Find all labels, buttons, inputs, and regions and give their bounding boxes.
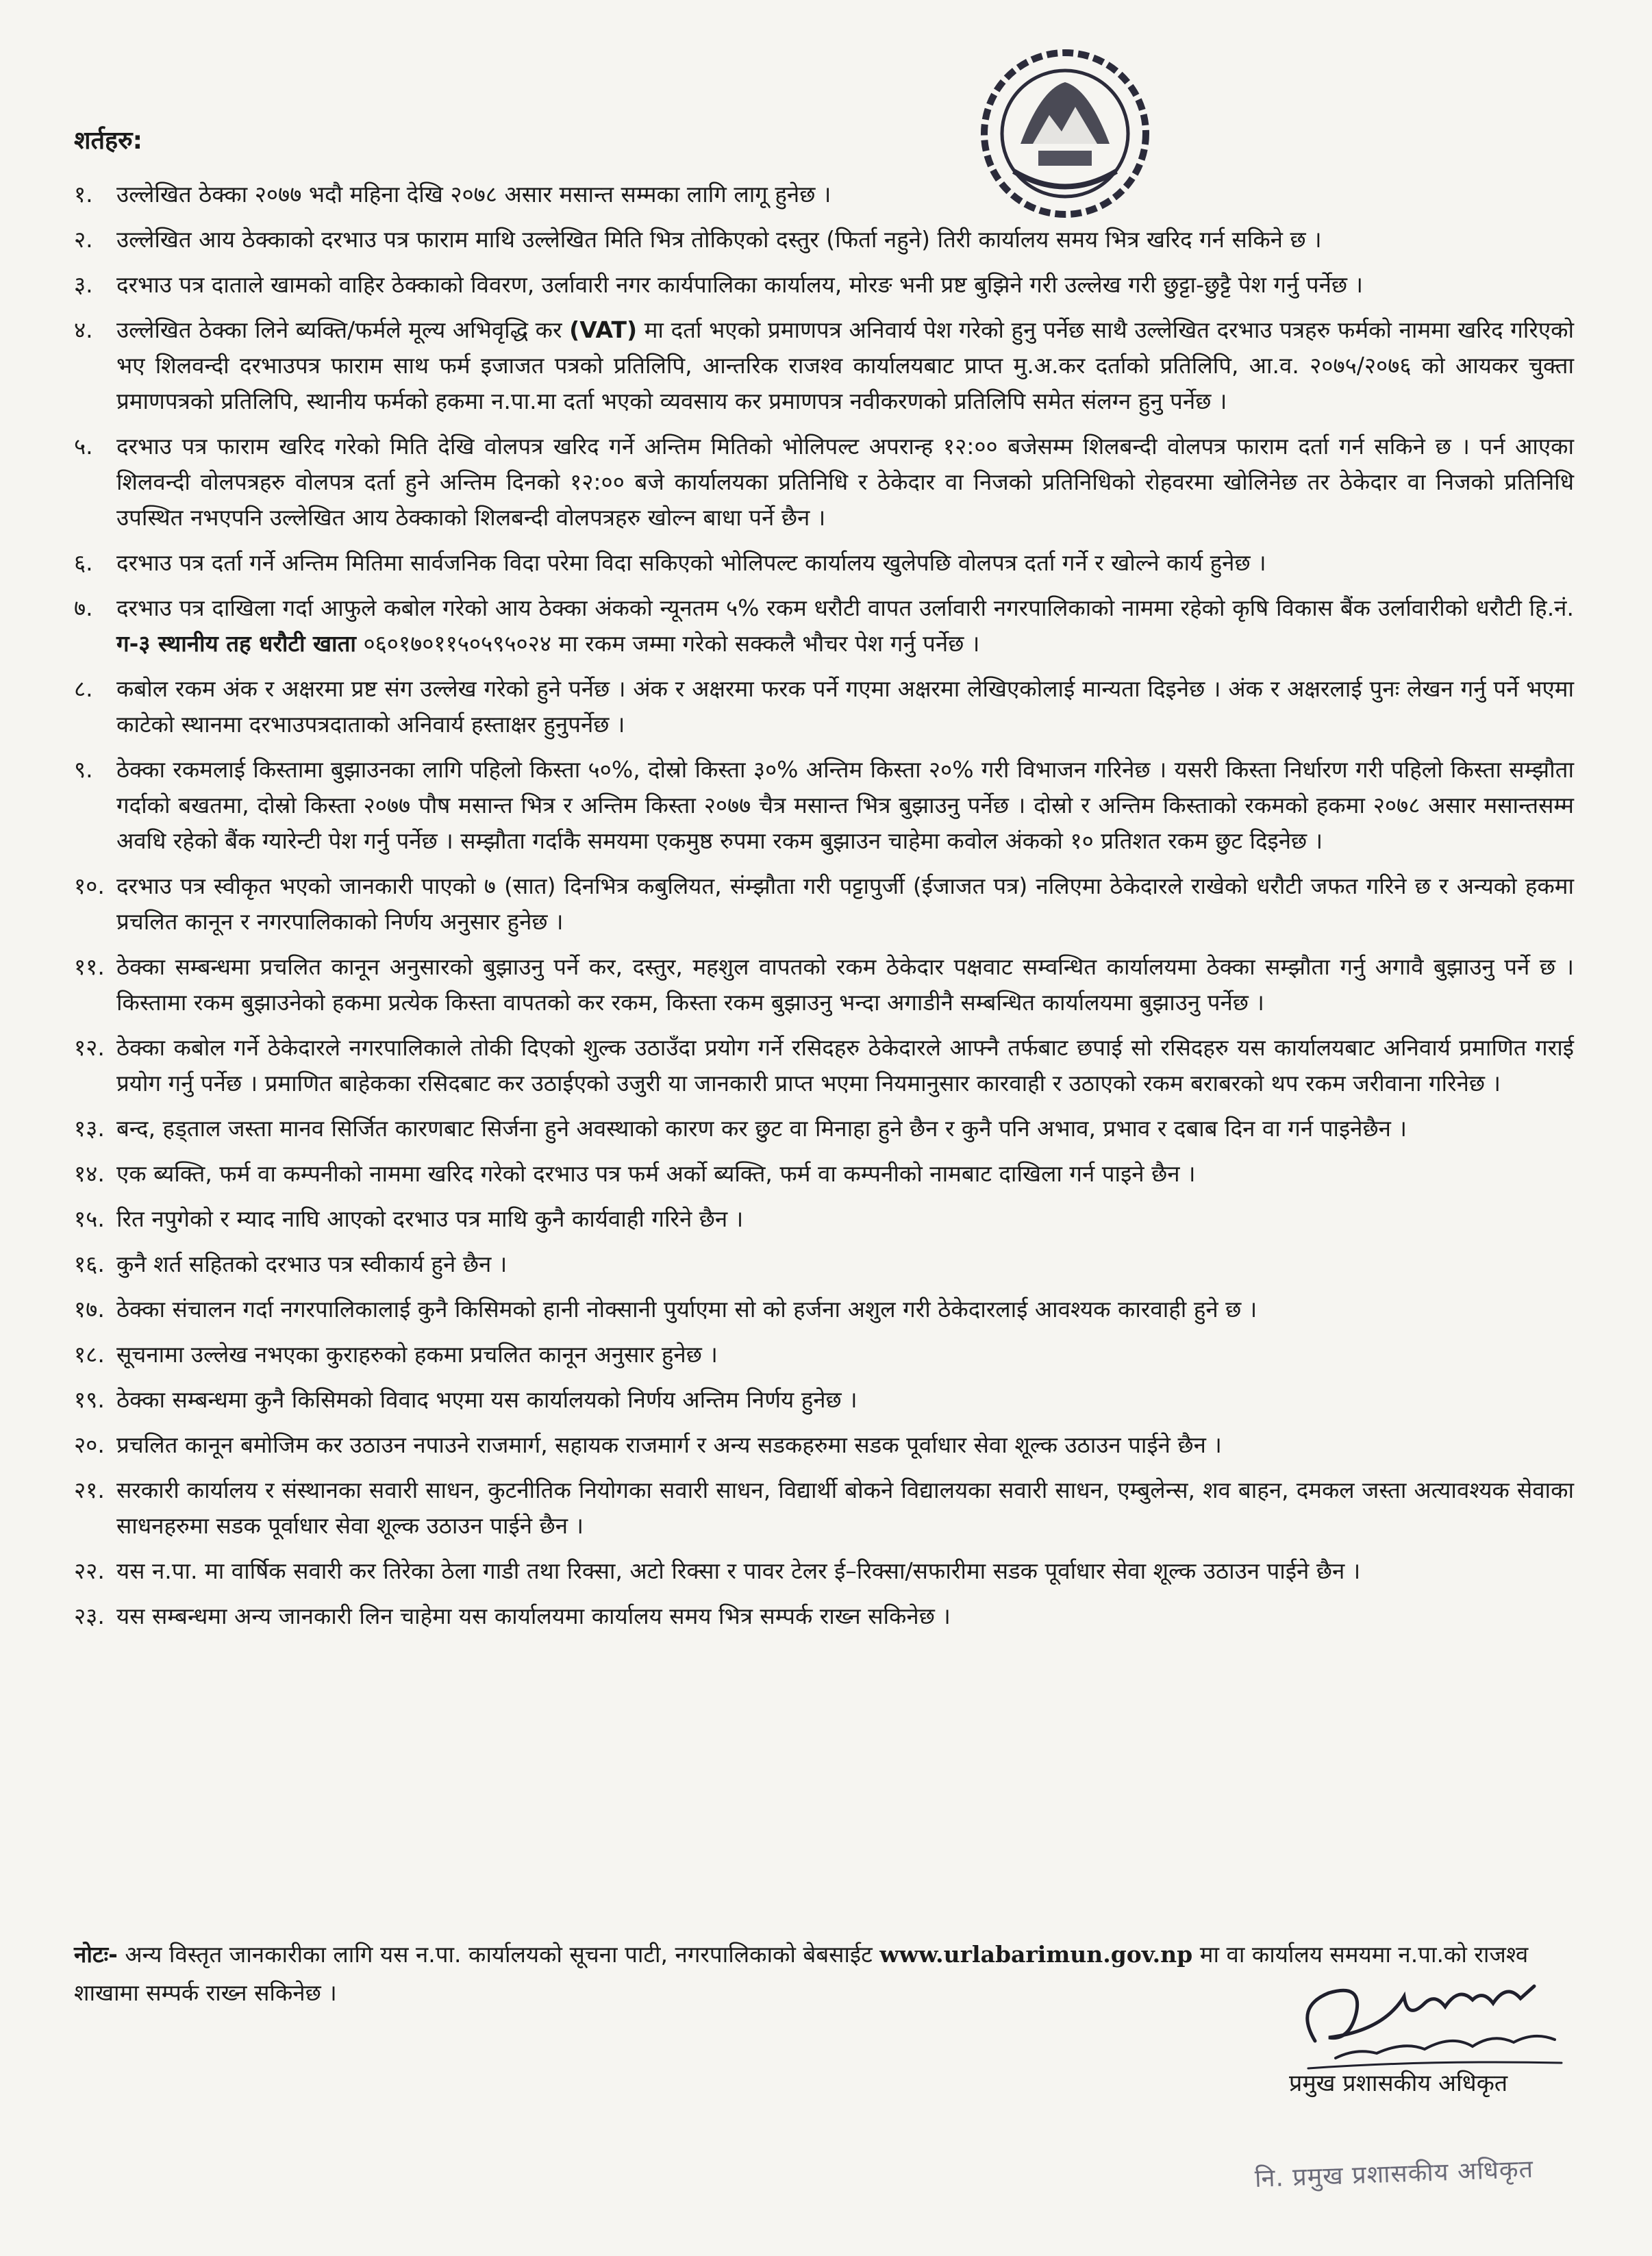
condition-item [74, 1337, 1574, 1373]
condition-text: ठेक्का कबोल गर्ने ठेकेदारले नगरपालिकाले तोकी दिएको शुल्क उठाउँदा प्रयोग गर्ने रसिदहरु ठेकेदारले आफ्नै तर्फबाट छपाई सो रसिदहरु यस कार्यालयबाट अनिवार्य प्रमाणित गराई प्रयोग गर्नु पर्नेछ । प्रमाणित बाहेकका रसिदबाट कर उठाईएको उजुरी या जानकारी प्राप्त भएमा नियमानुसार कारवाही र उठाएको रकम बराबरको थप रकम जरीवाना गरिनेछ । [116, 1034, 1574, 1096]
note-label: नोटः- [74, 1941, 118, 1968]
condition-item [74, 1292, 1574, 1327]
condition-text: दरभाउ पत्र दर्ता गर्ने अन्तिम मितिमा सार्वजनिक विदा परेमा विदा सकिएको भोलिपल्ट कार्यालय खुलेपछि वोलपत्र दर्ता गर्ने र खोल्ने कार्य हुनेछ । [116, 549, 1266, 576]
condition-text: ठेक्का सम्बन्धमा प्रचलित कानून अनुसारको बुझाउनु पर्ने कर, दस्तुर, महशुल वापतको रकम ठेकेदार पक्षवाट सम्वन्धित कार्यालयमा ठेक्का सम्झौता गर्नु अगावै बुझाउनु पर्ने छ । किस्तामा रकम बुझाउनेको हकमा प्रत्येक किस्ता वापतको कर रकम, किस्ता रकम बुझाउनु भन्दा अगाडीनै सम्बन्धित कार्यालयमा बुझाउनु पर्नेछ । [116, 953, 1574, 1016]
condition-number: २. [74, 226, 93, 253]
condition-number: २३. [74, 1603, 105, 1629]
condition-text: दरभाउ पत्र फाराम खरिद गरेको मिति देखि वोलपत्र खरिद गर्ने अन्तिम मितिको भोलिपल्ट अपरान्ह १२:०० बजेसम्म शिलबन्दी वोलपत्र फाराम दर्ता गर्न सकिने छ । पर्न आएका शिलवन्दी वोलपत्रहरु वोलपत्र दर्ता हुने अन्तिम दिनको १२:०० बजे कार्यालयका प्रतिनिधि र ठेकेदार वा निजको प्रतिनिधिको रोहवरमा खोलिनेछ तर ठेकेदार वा निजको प्रतिनिधि उपस्थित नभएपनि उल्लेखित आय ठेक्काको शिलबन्दी वोलपत्रहरु खोल्न बाधा पर्ने छैन । [116, 433, 1574, 531]
condition-item [74, 545, 1574, 581]
handwritten-signature [1288, 1966, 1575, 2075]
condition-text: सरकारी कार्यालय र संस्थानका सवारी साधन, कुटनीतिक नियोगका सवारी साधन, विद्यार्थी बोकने विद्यालयका सवारी साधन, एम्बुलेन्स, शव बाहन, दमकल जस्ता अत्यावश्यक सेवाका साधनहरुमा सडक पूर्वाधार सेवा शूल्क उठाउन पाईने छैन । [116, 1477, 1574, 1539]
condition-text: कबोल रकम अंक र अक्षरमा प्रष्ट संग उल्लेख गरेको हुने पर्नेछ । अंक र अक्षरमा फरक पर्ने गएमा अक्षरमा लेखिएकोलाई मान्यता दिइनेछ । अंक र अक्षरलाई पुनः लेखन गर्नु पर्ने भएमा काटेको स्थानमा दरभाउपत्रदाताको अनिवार्य हस्ताक्षर हुनुपर्नेछ । [116, 675, 1574, 738]
condition-number: १२. [74, 1034, 105, 1061]
vat-label: (VAT) [569, 316, 638, 343]
condition-item [74, 429, 1574, 536]
condition-text: उल्लेखित ठेक्का २०७७ भदौ महिना देखि २०७८ असार मसान्त सम्मका लागि लागू हुनेछ । [116, 181, 831, 208]
condition-item [74, 1427, 1574, 1463]
condition-text-part: उल्लेखित ठेक्का लिने ब्यक्ति/फर्मले मूल्य अभिवृद्धि कर [116, 316, 570, 343]
condition-text: दरभाउ पत्र दाताले खामको वाहिर ठेक्काको विवरण, उर्लावारी नगर कार्यपालिका कार्यालय, मोरङ भनी प्रष्ट बुझिने गरी उल्लेख गरी छुट्टा-छुट्टै पेश गर्नु पर्नेछ । [116, 271, 1364, 298]
condition-text [116, 590, 1574, 662]
condition-number: १६. [74, 1251, 105, 1277]
condition-text-part: दरभाउ पत्र दाखिला गर्दा आफुले कबोल गरेको आय ठेक्का अंकको न्यूनतम ५% रकम धरौटी वापत उर्लावारी नगरपालिकाको नाममा रहेको कृषि विकास बैंक उर्लावारीको धरौटी हि.नं. [116, 594, 1574, 621]
condition-text: प्रचलित कानून बमोजिम कर उठाउन नपाउने राजमार्ग, सहायक राजमार्ग र अन्य सडकहरुमा सडक पूर्वाधार सेवा शूल्क उठाउन पाईने छैन । [116, 1431, 1222, 1458]
condition-number: २१. [74, 1477, 105, 1503]
condition-item [74, 312, 1574, 419]
condition-number: ११. [74, 953, 105, 980]
condition-number: १५. [74, 1205, 105, 1232]
condition-item [74, 671, 1574, 742]
condition-item [74, 949, 1574, 1020]
condition-text: सूचनामा उल्लेख नभएका कुराहरुको हकमा प्रचलित कानून अनुसार हुनेछ । [116, 1341, 718, 1368]
condition-text: बन्द, हड्ताल जस्ता मानव सिर्जित कारणबाट सिर्जना हुने अवस्थाको कारण कर छुट वा मिनाहा हुने छैन र कुनै पनि अभाव, प्रभाव र दबाब दिन वा गर्न पाइनेछैन । [116, 1115, 1407, 1142]
condition-item [74, 868, 1574, 940]
condition-item [74, 1030, 1574, 1101]
condition-number: १४. [74, 1160, 105, 1187]
condition-item [74, 590, 1574, 662]
condition-text: रित नपुगेको र म्याद नाघि आएको दरभाउ पत्र माथि कुनै कार्यवाही गरिने छैन । [116, 1205, 744, 1232]
condition-number: २०. [74, 1431, 105, 1458]
condition-item [74, 222, 1574, 258]
condition-number: १३. [74, 1115, 105, 1142]
condition-number: ७. [74, 594, 93, 621]
condition-number: ८. [74, 675, 93, 702]
condition-number: १०. [74, 873, 105, 899]
condition-item [74, 267, 1574, 303]
condition-item [74, 1111, 1574, 1146]
condition-item [74, 1599, 1574, 1634]
condition-number: २२. [74, 1557, 105, 1584]
condition-number: १. [74, 181, 93, 208]
condition-number: १७. [74, 1296, 105, 1323]
condition-text: एक ब्यक्ति, फर्म वा कम्पनीको नाममा खरिद गरेको दरभाउ पत्र फर्म अर्को ब्यक्ति, फर्म वा कम्पनीको नामबाट दाखिला गर्न पाइने छैन । [116, 1160, 1196, 1187]
condition-text-part: ०६०१७०११५०५९५०२४ मा रकम जम्मा गरेको सक्कलै भौचर पेश गर्नु पर्नेछ । [355, 630, 980, 657]
website-link[interactable]: www.urlabarimun.gov.np [879, 1941, 1193, 1968]
condition-text: ठेक्का संचालन गर्दा नगरपालिकालाई कुनै किसिमको हानी नोक्सानी पुर्याएमा सो को हर्जना अशुल गरी ठेकेदारलाई आवश्यक कारवाही हुने छ । [116, 1296, 1257, 1323]
signatory-title: प्रमुख प्रशासकीय अधिकृत [1289, 2070, 1508, 2097]
deposit-account-label: ग-३ स्थानीय तह धरौटी खाता [116, 630, 356, 657]
condition-item [74, 177, 1574, 212]
condition-text: उल्लेखित आय ठेक्काको दरभाउ पत्र फाराम माथि उल्लेखित मिति भित्र तोकिएको दस्तुर (फिर्ता नहुने) तिरी कार्यालय समय भित्र खरिद गर्न सकिने छ । [116, 226, 1322, 253]
condition-text: यस सम्बन्धमा अन्य जानकारी लिन चाहेमा यस कार्यालयमा कार्यालय समय भित्र सम्पर्क राख्न सकिनेछ । [116, 1603, 951, 1629]
condition-item [74, 752, 1574, 859]
condition-number: ५. [74, 433, 93, 460]
condition-item [74, 1246, 1574, 1282]
condition-text: दरभाउ पत्र स्वीकृत भएको जानकारी पाएको ७ (सात) दिनभित्र कबुलियत, संम्झौता गरी पट्टापुर्जी (ईजाजत पत्र) नलिएमा ठेकेदारले राखेको धरौटी जफत गरिने छ र अन्यको हकमा प्रचलित कानून र नगरपालिकाको निर्णय अनुसार हुनेछ । [116, 873, 1574, 935]
note-text: मा वा कार्यालय समयमा न.पा.को राजश्व शाखामा सम्पर्क राख्न सकिनेछ । [74, 1941, 1529, 2006]
condition-text [116, 312, 1574, 419]
condition-text: कुनै शर्त सहितको दरभाउ पत्र स्वीकार्य हुने छैन । [116, 1251, 508, 1277]
rubber-stamp-text: नि. प्रमुख प्रशासकीय अधिकृत [1254, 2155, 1534, 2194]
condition-number: १९. [74, 1386, 105, 1413]
note-text: अन्य विस्तृत जानकारीका लागि यस न.पा. कार्यालयको सूचना पाटी, नगरपालिकाको बेबसाईट [117, 1941, 880, 1968]
condition-item [74, 1201, 1574, 1237]
condition-item [74, 1553, 1574, 1589]
condition-number: ३. [74, 271, 93, 298]
condition-text: ठेक्का सम्बन्धमा कुनै किसिमको विवाद भएमा यस कार्यालयको निर्णय अन्तिम निर्णय हुनेछ । [116, 1386, 858, 1413]
condition-text: यस न.पा. मा वार्षिक सवारी कर तिरेका ठेला गाडी तथा रिक्सा, अटो रिक्सा र पावर टेलर ई–रिक्सा/सफारीमा सडक पूर्वाधार सेवा शूल्क उठाउन पाईने छैन । [116, 1557, 1361, 1584]
condition-item [74, 1382, 1574, 1418]
condition-text: ठेक्का रकमलाई किस्तामा बुझाउनका लागि पहिलो किस्ता ५०%, दोस्रो किस्ता ३०% अन्तिम किस्ता २०% गरी विभाजन गरिनेछ । यसरी किस्ता निर्धारण गरी पहिलो किस्ता सम्झौता गर्दाको बखतमा, दोस्रो किस्ता २०७७ पौष मसान्त भित्र र अन्तिम किस्ता २०७७ चैत्र मसान्त भित्र बुझाउनु पर्नेछ । दोस्रो र अन्तिम किस्ताको रकमको हकमा २०७८ असार मसान्तसम्म अवधि रहेको बैंक ग्यारेन्टी पेश गर्नु पर्नेछ । सम्झौता गर्दाकै समयमा एकमुष्ठ रुपमा रकम बुझाउन चाहेमा कवोल अंकको १० प्रतिशत रकम छुट दिइनेछ । [116, 756, 1574, 854]
conditions-list [74, 177, 1574, 1644]
condition-number: ६. [74, 549, 93, 576]
condition-number: १८. [74, 1341, 105, 1368]
conditions-heading: शर्तहरु: [74, 127, 143, 155]
condition-number: ९. [74, 756, 93, 783]
condition-item [74, 1156, 1574, 1192]
condition-number: ४. [74, 316, 93, 343]
condition-item [74, 1472, 1574, 1544]
condition-text-part: मा दर्ता भएको प्रमाणपत्र अनिवार्य पेश गरेको हुनु पर्नेछ साथै उल्लेखित दरभाउ पत्रहरु फर्मको नाममा खरिद गरिएको भए शिलवन्दी दरभाउपत्र फाराम साथ फर्म इजाजत पत्रको प्रतिलिपि, आन्तरिक राजश्व कार्यालयबाट प्राप्त मु.अ.कर दर्ताको प्रतिलिपि, आ.व. २०७५/२०७६ को आयकर चुक्ता प्रमाणपत्रको प्रतिलिपि, स्थानीय फर्मको हकमा न.पा.मा दर्ता भएको व्यवसाय कर प्रमाणपत्र नवीकरणको प्रतिलिपि समेत संलग्न हुनु पर्नेछ । [116, 316, 1574, 414]
